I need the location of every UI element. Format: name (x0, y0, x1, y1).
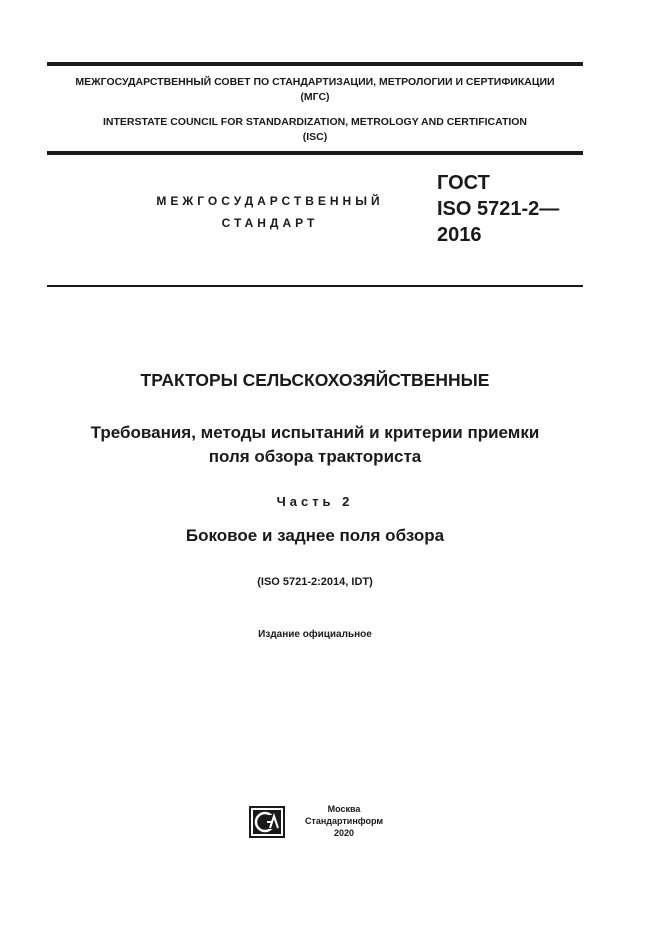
edition-note: Издание официальное (258, 629, 372, 640)
standard-label (130, 190, 410, 234)
designation-line3: 2016 (437, 224, 482, 246)
subtitle-line1: Требования, методы испытаний и критерии приемки (90, 423, 540, 442)
iso-reference: (ISO 5721-2:2014, IDT) (257, 576, 373, 588)
standard-designation (437, 170, 587, 248)
council-en-abbr: (ISC) (302, 131, 328, 143)
council-en-name: INTERSTATE COUNCIL FOR STANDARDIZATION, METROLOGY AND CERTIFICATION (102, 116, 528, 128)
part-title: Боковое и заднее поля обзора (185, 526, 445, 545)
publisher-name: Стандартинформ (304, 816, 384, 826)
document-title: ТРАКТОРЫ СЕЛЬСКОХОЗЯЙСТВЕННЫЕ (140, 370, 490, 390)
council-rule (47, 151, 583, 155)
designation-line1: ГОСТ (437, 172, 490, 194)
council-ru (47, 75, 583, 105)
document-subtitle (47, 421, 583, 469)
publisher-city: Москва (327, 804, 361, 814)
subtitle-line2: поля обзора тракториста (208, 447, 422, 466)
council-ru-abbr: (МГС) (300, 91, 330, 103)
standartinform-logo-icon (249, 806, 285, 838)
council-ru-name: МЕЖГОСУДАРСТВЕННЫЙ СОВЕТ ПО СТАНДАРТИЗАЦИИ, МЕТРОЛОГИИ И СЕРТИФИКАЦИИ (75, 76, 555, 88)
publisher-year: 2020 (333, 828, 355, 838)
standard-label-line2: СТАНДАРТ (221, 216, 319, 230)
part-number: Часть 2 (276, 494, 354, 509)
designation-line2: ISO 5721-2— (437, 198, 560, 220)
top-rule (47, 62, 583, 66)
council-en (47, 115, 583, 145)
standard-label-line1: МЕЖГОСУДАРСТВЕННЫЙ (156, 194, 384, 208)
header-rule (47, 285, 583, 287)
publisher-info (304, 803, 384, 839)
